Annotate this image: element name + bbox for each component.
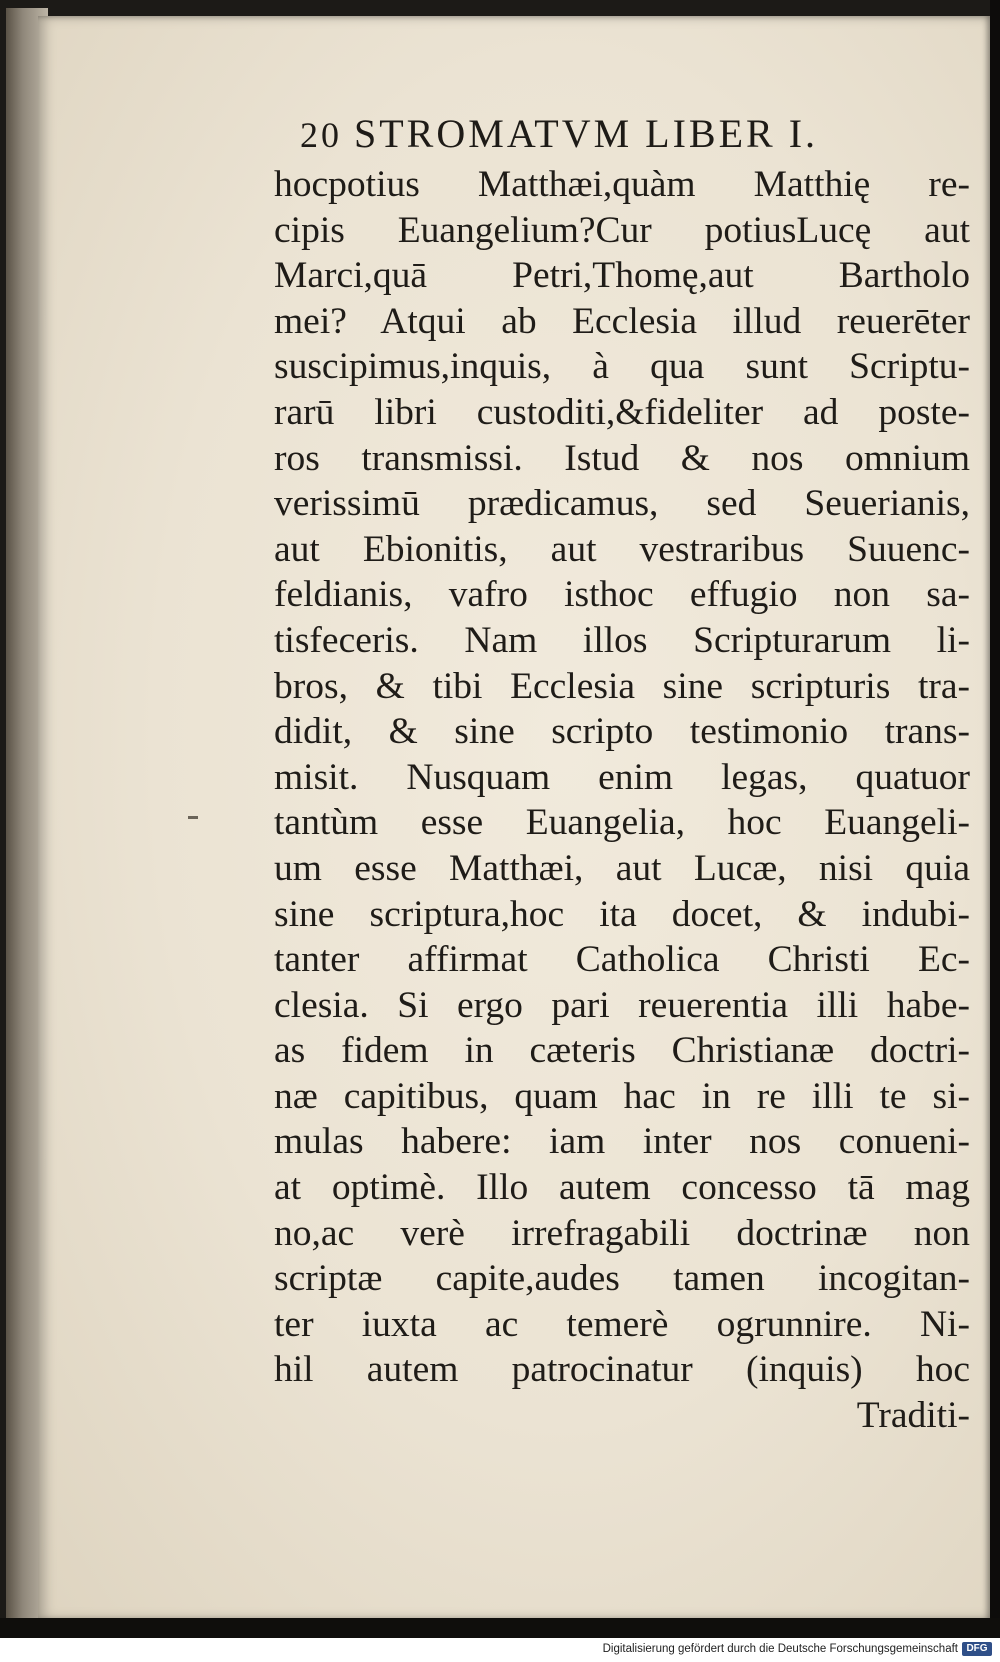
page-right-edge [990, 0, 1000, 1638]
text-line: at optimè. Illo autem concesso tā mag [274, 1167, 970, 1209]
page-number: 20 [300, 115, 342, 155]
body-text [274, 162, 974, 1439]
text-line: hil autem patrocinatur (inquis) hoc [274, 1349, 970, 1391]
dfg-logo: DFG [962, 1642, 992, 1656]
text-line: feldianis, vafro isthoc effugio non sa- [274, 574, 970, 616]
catchword: Traditi- [856, 1395, 970, 1437]
margin-mark [188, 816, 198, 819]
page-bottom-edge [0, 1618, 1000, 1638]
funding-credit: Digitalisierung gefördert durch die Deutsche Forschungsgemeinschaft [602, 1643, 958, 1655]
text-line: mei? Atqui ab Ecclesia illud reuerēter [274, 300, 970, 342]
text-line: tisfeceris. Nam illos Scripturarum li- [274, 619, 970, 661]
text-line: suscipimus,inquis, à qua sunt Scriptu- [274, 346, 970, 388]
text-line: cipis Euangelium?Cur potiusLucę aut [274, 209, 970, 251]
text-line: bros, & tibi Ecclesia sine scripturis tra- [274, 665, 970, 707]
text-line: didit, & sine scripto testimonio trans- [274, 711, 970, 753]
text-line: tanter affirmat Catholica Christi Ec- [274, 939, 970, 981]
text-line: tantùm esse Euangelia, hoc Euangeli- [274, 802, 970, 844]
text-line: ter iuxta ac temerè ogrunnire. Ni- [274, 1303, 970, 1345]
text-line: scriptæ capite,audes tamen incogitan- [274, 1258, 970, 1300]
text-line: um esse Matthæi, aut Lucæ, nisi quia [274, 847, 970, 889]
text-line: verissimū prædicamus, sed Seuerianis, [274, 483, 970, 525]
text-line: ros transmissi. Istud & nos omnium [274, 437, 970, 479]
text-line: Marci,quā Petri,Thomę,aut Bartholo [274, 255, 970, 297]
text-line: clesia. Si ergo pari reuerentia illi habe- [274, 984, 970, 1026]
text-line: hocpotius Matthæi,quàm Matthię re- [274, 164, 970, 205]
text-line: rarū libri custoditi,&fideliter ad poste- [274, 391, 970, 433]
digitization-footer [0, 1638, 1000, 1662]
text-line: as fidem in cæteris Christianæ doctri- [274, 1030, 970, 1072]
text-line: mulas habere: iam inter nos conueni- [274, 1121, 970, 1163]
running-head: STROMATVM LIBER I. [354, 111, 819, 156]
page-header [300, 110, 940, 160]
text-line: no,ac verè irrefragabili doctrinæ non [274, 1212, 970, 1254]
text-line: aut Ebionitis, aut vestraribus Suuenc- [274, 528, 970, 570]
text-line: misit. Nusquam enim legas, quatuor [274, 756, 970, 798]
text-line: sine scriptura,hoc ita docet, & indubi- [274, 893, 970, 935]
text-line: næ capitibus, quam hac in re illi te si- [274, 1075, 970, 1117]
